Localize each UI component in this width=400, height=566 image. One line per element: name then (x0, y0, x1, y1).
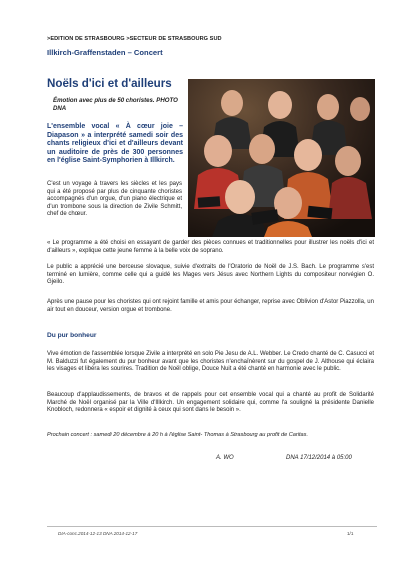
page-number: 1/1 (347, 531, 354, 536)
paragraph-4: Vive émotion de l'assemblée lorsque Zivile a interprété en solo Pie Jesu de A.L. Webber. Le Credo chanté de C. Casucci et M. Balduzzi fut également du pur bonheur avant que les choristes n'enchaînèrent sur du gospel de J. Althouse qui éclaira les visages et libéra les sourires. Tradition de Noël oblige, Douce Nuit a été chanté en harmonie avec le public. (47, 351, 374, 373)
section-heading: Illkirch-Graffenstaden – Concert (47, 48, 163, 57)
article-title: Noëls d'ici et d'ailleurs (47, 77, 172, 90)
subheading: Du pur bonheur (47, 332, 97, 339)
choir-photo (188, 79, 375, 237)
breadcrumb[interactable]: >EDITION DE STRASBOURG >SECTEUR DE STRASBOURG SUD (47, 36, 222, 42)
footer-divider (47, 526, 377, 527)
paragraph-2: Le public a apprécié une berceuse slovaque, suivie d'extraits de l'Oratorio de Noël de J.S. Bach. Le programme s'est terminé en lumière, comme celle qui a guidé les Mages vers Jésus avec Northern Lights du compositeur norvégien O. Gjeilo. (47, 264, 374, 286)
paragraph-5: Beaucoup d'applaudissements, de bravos et de rappels pour cet ensemble vocal qui a chanté au profit de Solidarité Marché de Noël organisé par la Ville d'Illkirch. Un engagement solidaire qui, comme l'a souligné la présidente Danielle Knobloch, redonnera « espoir et dignité à ceux qui sont dans le besoin ». (47, 392, 374, 414)
article-lead: L'ensemble vocal « À cœur joie – Diapason » a interprété samedi soir des chants religieux d'ici et d'ailleurs devant un auditoire de près de 300 personnes en l'église Saint-Symphorien à Illkirch. (47, 123, 183, 164)
paragraph-3: Après une pause pour les choristes qui ont rejoint famille et amis pour échanger, reprise avec Oblivion d'Astor Piazzolla, un air tout en douceur, version orgue et trombone. (47, 299, 374, 313)
dateline: DNA 17/12/2014 à 05:00 (286, 455, 352, 461)
next-concert-note: Prochain concert : samedi 20 décembre à 20 h à l'église Saint- Thomas à Strasbourg au profit de Caritas. (47, 432, 309, 438)
author: A. WO (216, 455, 234, 461)
article-intro: C'est un voyage à travers les siècles et les pays qui a été proposé par plus de cinquante choristes accompagnés d'un orgue, d'un piano électrique et d'un trombone sous la direction de Zivile Schmitt, chef de chœur. (47, 181, 182, 218)
photo-caption: Émotion avec plus de 50 choristes. PHOTO DNA (53, 97, 178, 113)
paragraph-1: « Le programme a été choisi en essayant de garder des pièces connues et traditionnelles pour illustrer les noëls d'ici et d'ailleurs », explique cette jeune femme à la belle voix de soprano. (47, 240, 374, 254)
footer-reference: DIA-conc.2014-12-13 DNA 2014-12-17 (58, 531, 138, 536)
